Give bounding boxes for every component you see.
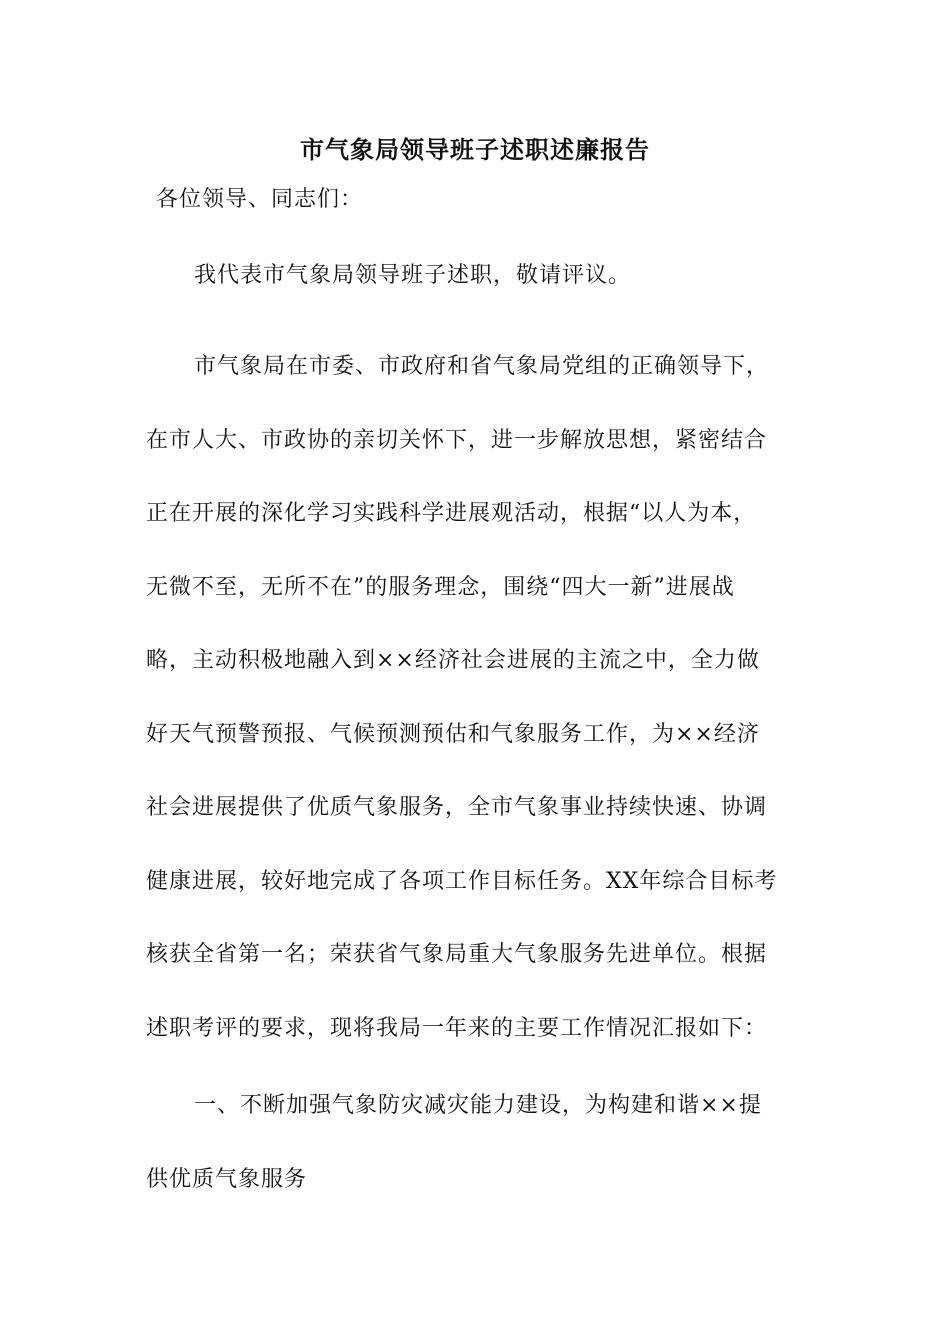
intro-paragraph: 我代表市气象局领导班子述职，敬请评议。 bbox=[194, 263, 632, 288]
section-heading-line: 供优质气象服务 bbox=[146, 1166, 308, 1192]
paragraph-line: 述职考评的要求，现将我局一年来的主要工作情况汇报如下： bbox=[146, 1015, 768, 1041]
paragraph-line: 社会进展提供了优质气象服务，全市气象事业持续快速、协调 bbox=[146, 795, 768, 820]
paragraph-line: 核获全省第一名；荣获省气象局重大气象服务先进单位。根据 bbox=[146, 942, 768, 967]
section-heading-line: 一、不断加强气象防灾减灾能力建设，为构建和谐××提 bbox=[194, 1093, 762, 1118]
paragraph-line: 好天气预警预报、气候预测预估和气象服务工作，为××经济 bbox=[146, 721, 760, 747]
document-title: 市气象局领导班子述职述廉报告 bbox=[300, 135, 650, 164]
summary-paragraph bbox=[146, 330, 806, 1065]
paragraph-line: 正在开展的深化学习实践科学进展观活动，根据“以人为本， bbox=[146, 501, 757, 526]
paragraph-line: 略，主动积极地融入到××经济社会进展的主流之中，全力做 bbox=[146, 648, 760, 673]
paragraph-line: 健康进展，较好地完成了各项工作目标任务。XX年综合目标考 bbox=[146, 868, 778, 894]
paragraph-line: 市气象局在市委、市政府和省气象局党组的正确领导下， bbox=[194, 354, 770, 379]
paragraph-line: 在市人大、市政协的亲切关怀下，进一步解放思想，紧密结合 bbox=[146, 427, 768, 453]
salutation: 各位领导、同志们： bbox=[156, 187, 364, 212]
section-heading-1 bbox=[146, 1069, 806, 1216]
paragraph-line: 无微不至，无所不在”的服务理念，围绕“四大一新”进展战 bbox=[146, 574, 735, 600]
